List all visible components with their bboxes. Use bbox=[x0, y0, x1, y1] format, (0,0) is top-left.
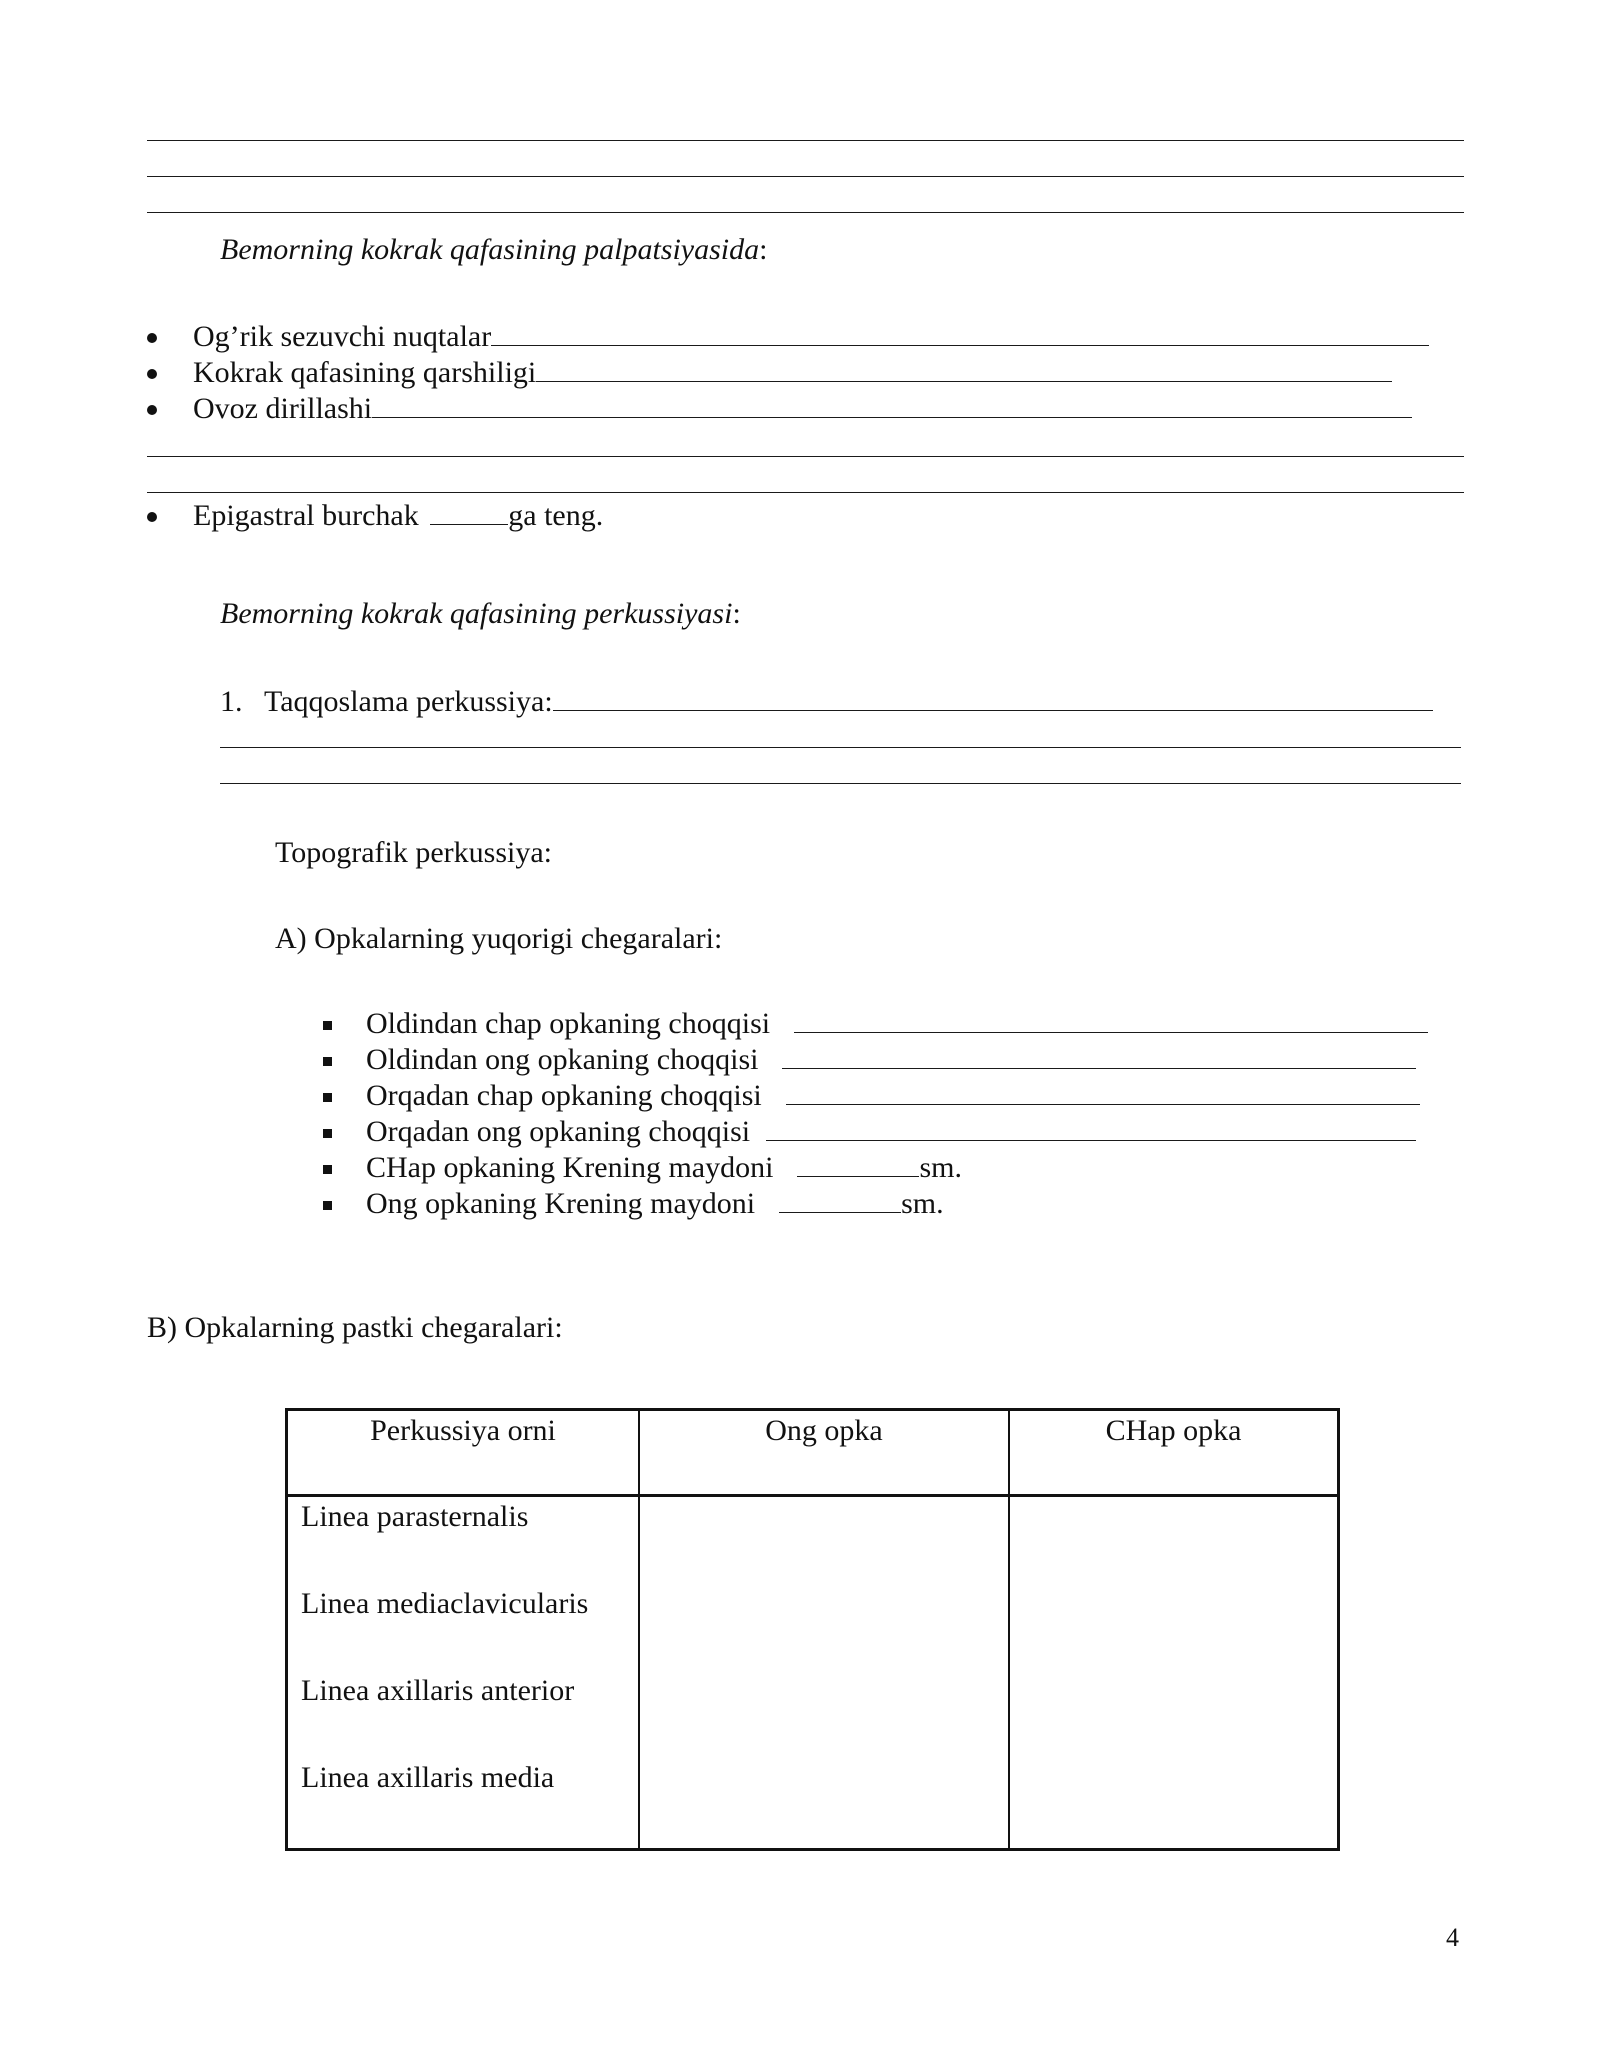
square-bullet-icon bbox=[323, 1057, 332, 1066]
answer-blank[interactable] bbox=[786, 1082, 1420, 1105]
palpation-item bbox=[193, 355, 1392, 391]
square-bullet-icon bbox=[323, 1093, 332, 1102]
square-bullet-icon bbox=[323, 1021, 332, 1030]
table-header-cell: Ong opka bbox=[639, 1410, 1009, 1496]
percussion-heading-text: Bemorning kokrak qafasining perkussiyasi bbox=[220, 597, 733, 630]
upper-border-item bbox=[366, 1042, 1416, 1078]
epigastral-item bbox=[193, 498, 603, 534]
upper-border-item bbox=[366, 1078, 1420, 1114]
upper-border-label: Oldindan chap opkaning choqqisi bbox=[366, 1007, 771, 1040]
answer-blank[interactable] bbox=[536, 359, 1392, 382]
upper-borders-title: A) Opkalarning yuqorigi chegaralari: bbox=[275, 922, 723, 955]
table-header-cell: Perkussiya orni bbox=[287, 1410, 640, 1496]
epigastral-prefix: Epigastral burchak bbox=[193, 499, 419, 532]
square-bullet-icon bbox=[323, 1165, 332, 1174]
palpation-item-label: Og’rik sezuvchi nuqtalar bbox=[193, 320, 492, 353]
epigastral-suffix: ga teng. bbox=[508, 499, 604, 532]
row-label: Linea parasternalis bbox=[301, 1500, 529, 1533]
table-header-cell: CHap opka bbox=[1009, 1410, 1339, 1496]
left-lung-input-cell[interactable] bbox=[1009, 1496, 1339, 1850]
row-label: Linea axillaris media bbox=[301, 1761, 555, 1794]
answer-line[interactable] bbox=[147, 140, 1464, 141]
comparative-percussion bbox=[220, 684, 1433, 720]
unit-label: sm. bbox=[919, 1151, 962, 1184]
upper-border-label: CHap opkaning Krening maydoni bbox=[366, 1151, 774, 1184]
answer-blank[interactable] bbox=[372, 395, 1412, 418]
table-header-row bbox=[287, 1410, 1339, 1496]
heading-colon: : bbox=[732, 597, 741, 630]
palpation-item-label: Kokrak qafasining qarshiligi bbox=[193, 356, 537, 389]
upper-border-label: Ong opkaning Krening maydoni bbox=[366, 1187, 756, 1220]
upper-border-label: Orqadan chap opkaning choqqisi bbox=[366, 1079, 762, 1112]
upper-border-item bbox=[366, 1186, 944, 1222]
answer-line[interactable] bbox=[147, 176, 1464, 177]
answer-blank[interactable] bbox=[794, 1010, 1428, 1033]
unit-label: sm. bbox=[901, 1187, 944, 1220]
right-lung-input-cell[interactable] bbox=[639, 1496, 1009, 1850]
palpation-item bbox=[193, 391, 1412, 427]
bullet-icon bbox=[147, 369, 157, 379]
upper-border-item bbox=[366, 1150, 962, 1186]
answer-line[interactable] bbox=[147, 492, 1464, 493]
krenig-width-blank[interactable] bbox=[779, 1190, 901, 1213]
lower-borders-table bbox=[285, 1408, 1340, 1851]
answer-line[interactable] bbox=[147, 212, 1464, 213]
epigastral-angle-blank[interactable] bbox=[430, 502, 508, 525]
upper-border-item bbox=[366, 1006, 1428, 1042]
line-names-cell bbox=[287, 1496, 640, 1850]
row-label: Linea mediaclavicularis bbox=[301, 1587, 589, 1620]
square-bullet-icon bbox=[323, 1129, 332, 1138]
bullet-icon bbox=[147, 512, 157, 522]
answer-blank[interactable] bbox=[766, 1118, 1416, 1141]
answer-line[interactable] bbox=[220, 747, 1461, 748]
answer-line[interactable] bbox=[147, 456, 1464, 457]
upper-border-label: Orqadan ong opkaning choqqisi bbox=[366, 1115, 751, 1148]
answer-blank[interactable] bbox=[491, 323, 1429, 346]
list-number: 1. bbox=[220, 685, 243, 718]
answer-blank[interactable] bbox=[553, 688, 1433, 711]
row-label: Linea axillaris anterior bbox=[301, 1674, 575, 1707]
upper-border-label: Oldindan ong opkaning choqqisi bbox=[366, 1043, 759, 1076]
krenig-width-blank[interactable] bbox=[797, 1154, 919, 1177]
answer-blank[interactable] bbox=[782, 1046, 1416, 1069]
palpation-item bbox=[193, 319, 1429, 355]
topographic-label: Topografik perkussiya: bbox=[275, 836, 553, 869]
page-number: 4 bbox=[1446, 1923, 1459, 1952]
bullet-icon bbox=[147, 333, 157, 343]
palpation-item-label: Ovoz dirillashi bbox=[193, 392, 373, 425]
heading-colon: : bbox=[759, 233, 768, 266]
comparative-label: Taqqoslama perkussiya: bbox=[264, 685, 553, 718]
lower-borders-title: B) Opkalarning pastki chegaralari: bbox=[147, 1311, 563, 1344]
square-bullet-icon bbox=[323, 1201, 332, 1210]
palpation-heading bbox=[220, 232, 767, 268]
upper-border-item bbox=[366, 1114, 1416, 1150]
palpation-heading-text: Bemorning kokrak qafasining palpatsiyasida bbox=[220, 233, 760, 266]
percussion-heading bbox=[220, 596, 741, 632]
table-row bbox=[287, 1496, 1339, 1850]
bullet-icon bbox=[147, 405, 157, 415]
answer-line[interactable] bbox=[220, 783, 1461, 784]
